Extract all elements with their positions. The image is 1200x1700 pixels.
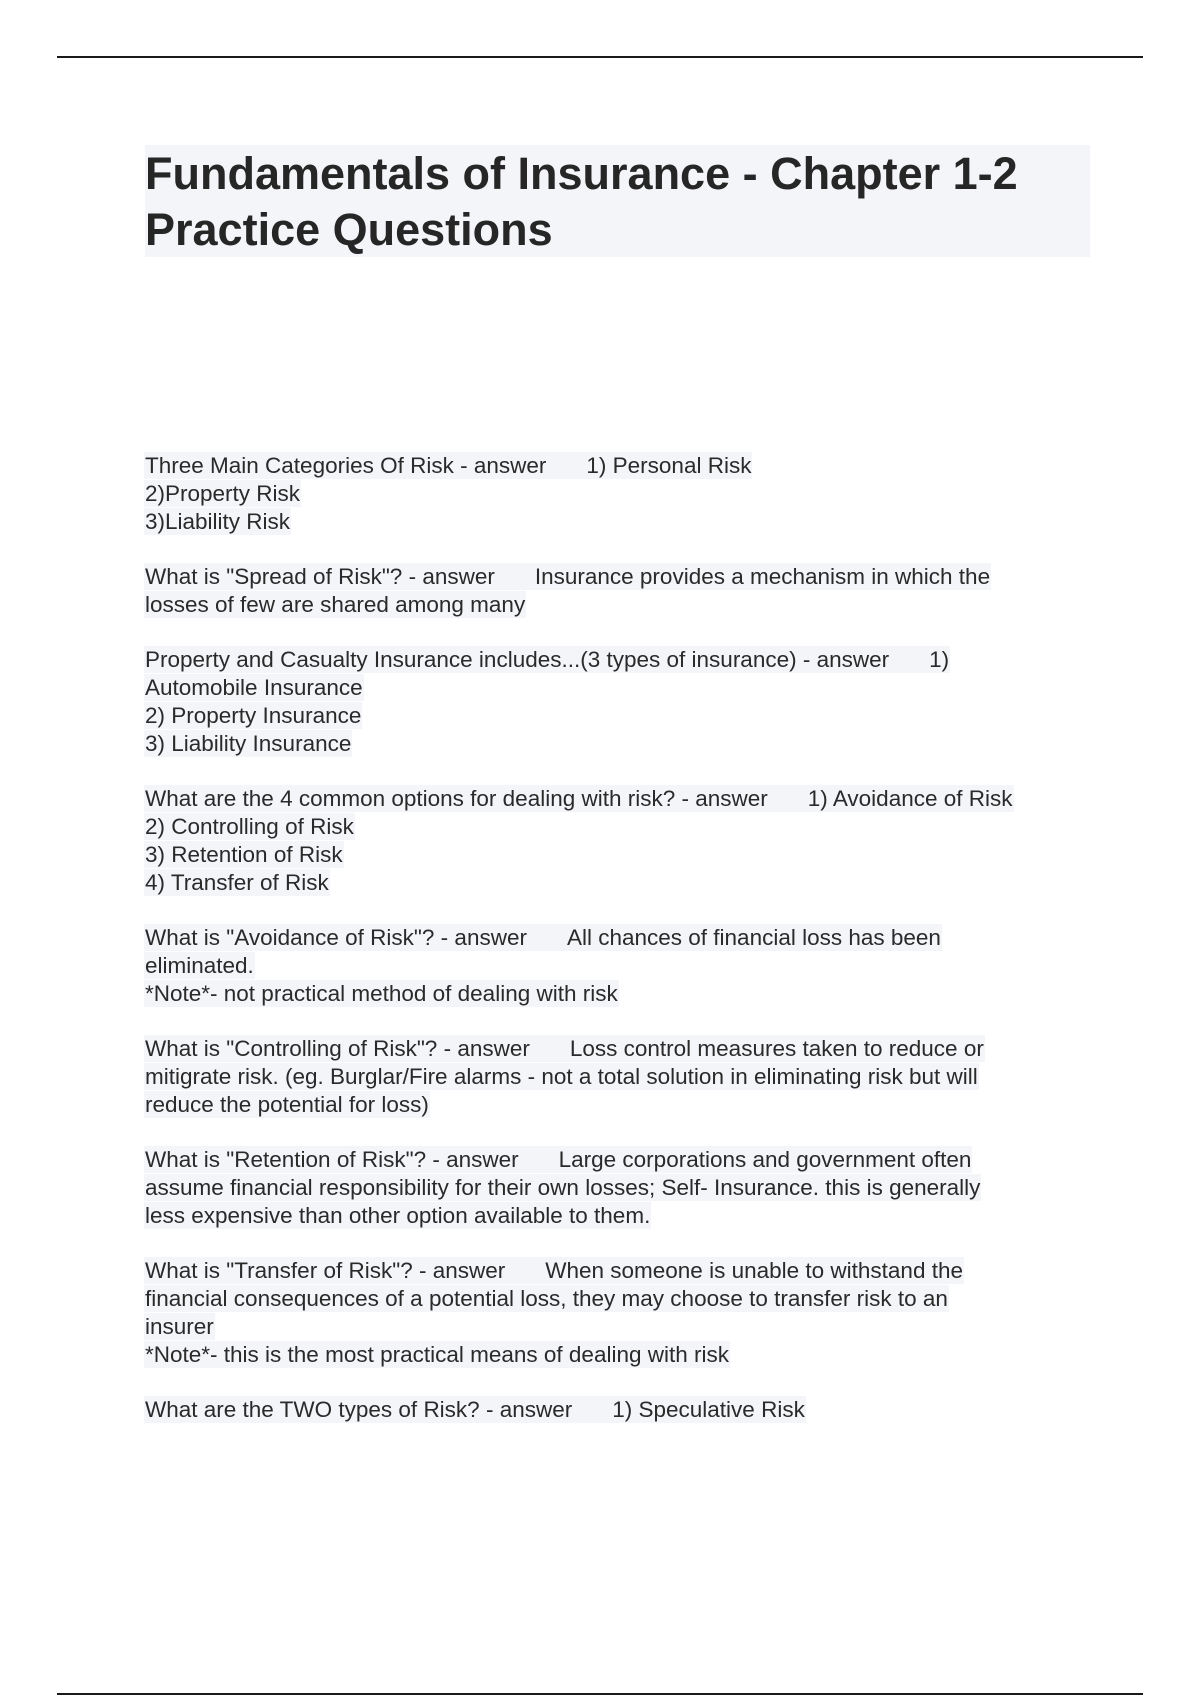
answer-line: 1) — [929, 647, 950, 672]
qa-item-avoidance — [145, 924, 1095, 1008]
qa-item-retention — [145, 1146, 1095, 1230]
answer-line: When someone is unable to withstand the — [545, 1258, 963, 1283]
answer-line: reduce the potential for loss) — [145, 1092, 429, 1117]
answer-line: 2) Controlling of Risk — [145, 814, 354, 839]
answer-line: 3) Retention of Risk — [145, 842, 343, 867]
question: What is "Controlling of Risk"? - answer — [145, 1036, 530, 1061]
answer-line: 1) Speculative Risk — [612, 1397, 805, 1422]
question: What are the TWO types of Risk? - answer — [145, 1397, 573, 1422]
answer-line: Loss control measures taken to reduce or — [569, 1036, 984, 1061]
answer-line: 3)Liability Risk — [145, 509, 291, 534]
answer-line: financial consequences of a potential loss, they may choose to transfer risk to an — [145, 1286, 948, 1311]
answer-line: 1) Avoidance of Risk — [807, 786, 1013, 811]
answer-line: 4) Transfer of Risk — [145, 870, 329, 895]
question: What is "Transfer of Risk"? - answer — [145, 1258, 506, 1283]
qa-item-transfer — [145, 1257, 1095, 1369]
qa-list — [145, 452, 1095, 1451]
answer-line: less expensive than other option available to them. — [145, 1203, 651, 1228]
answer-line: Large corporations and government often — [558, 1147, 972, 1172]
question: Three Main Categories Of Risk - answer — [145, 453, 547, 478]
answer-line: eliminated. — [145, 953, 254, 978]
question: What are the 4 common options for dealing with risk? - answer — [145, 786, 768, 811]
answer-line: insurer — [145, 1314, 214, 1339]
question: What is "Avoidance of Risk"? - answer — [145, 925, 527, 950]
question: What is "Spread of Risk"? - answer — [145, 564, 495, 589]
answer-line: assume financial responsibility for their own losses; Self- Insurance. this is generally — [145, 1175, 981, 1200]
answer-line: *Note*- not practical method of dealing with risk — [145, 981, 618, 1006]
bottom-rule — [57, 1693, 1143, 1695]
qa-item-controlling — [145, 1035, 1095, 1119]
answer-line: 1) Personal Risk — [586, 453, 752, 478]
answer-line: Insurance provides a mechanism in which the — [534, 564, 991, 589]
answer-line: All chances of financial loss has been — [566, 925, 941, 950]
answer-line: Automobile Insurance — [145, 675, 363, 700]
question: What is "Retention of Risk"? - answer — [145, 1147, 519, 1172]
top-rule — [57, 56, 1143, 58]
qa-item-dealing-with-risk — [145, 785, 1095, 897]
qa-item-spread-of-risk — [145, 563, 1095, 619]
question: Property and Casualty Insurance includes...(3 types of insurance) - answer — [145, 647, 890, 672]
answer-line: 2) Property Insurance — [145, 703, 362, 728]
answer-line: *Note*- this is the most practical means of dealing with risk — [145, 1342, 729, 1367]
document-title: Fundamentals of Insurance - Chapter 1-2 Practice Questions — [145, 148, 1018, 255]
qa-item-types-of-risk — [145, 1396, 1095, 1424]
answer-line: losses of few are shared among many — [145, 592, 526, 617]
answer-line: mitigrate risk. (eg. Burglar/Fire alarms - not a total solution in eliminating risk but will — [145, 1064, 978, 1089]
answer-line: 2)Property Risk — [145, 481, 301, 506]
qa-item-property-casualty — [145, 646, 1095, 758]
qa-item-risk-categories — [145, 452, 1095, 536]
answer-line: 3) Liability Insurance — [145, 731, 352, 756]
